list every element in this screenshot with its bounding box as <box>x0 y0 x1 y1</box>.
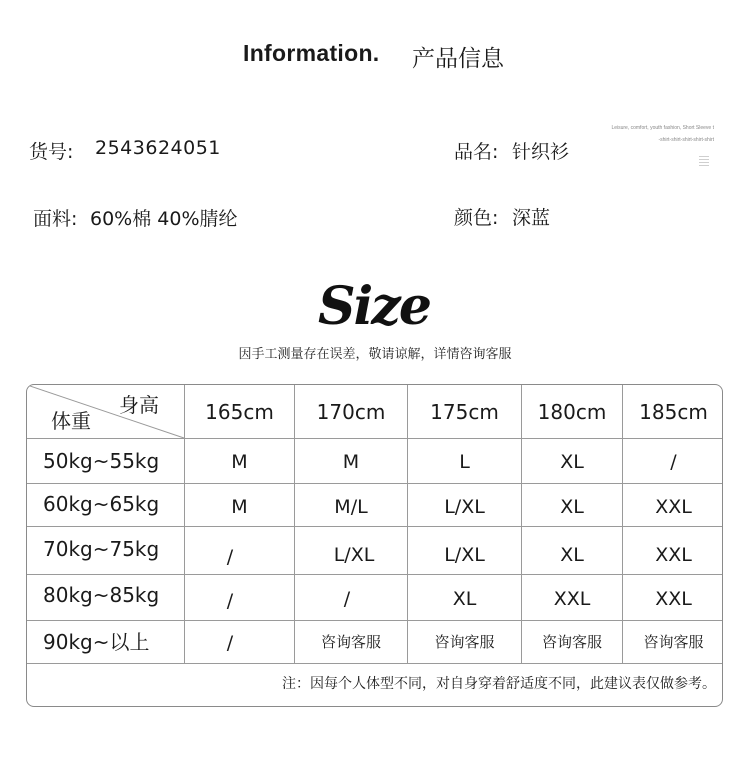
decor-line-1: Leisure, comfort, youth fashion, Short Sleeve t <box>611 125 714 131</box>
size-cell: M <box>342 451 360 473</box>
size-cell: / <box>343 588 351 610</box>
size-cell: / <box>670 451 677 473</box>
weight-row-label: 60kg~65kg <box>43 492 160 516</box>
item-no-value: 2543624051 <box>95 137 221 159</box>
weight-row-label: 80kg~85kg <box>43 583 160 607</box>
item-no-label: 货号: <box>29 141 74 163</box>
fabric-label: 面料: <box>33 208 78 230</box>
color-value: 深蓝 <box>512 207 551 229</box>
size-cell: 咨询客服 <box>643 632 704 651</box>
decor-line-2: -shirt-shirt-shirt-shirt-shirt <box>658 137 714 143</box>
size-cell: XXL <box>553 588 591 610</box>
size-table <box>26 384 723 707</box>
decor-lines-icon <box>699 156 709 168</box>
size-cell: 咨询客服 <box>320 632 381 651</box>
name-label: 品名: <box>454 141 499 163</box>
size-cell: M <box>231 451 248 473</box>
size-cell: 咨询客服 <box>434 632 495 651</box>
decor-text <box>596 122 714 146</box>
height-col-170: 170cm <box>316 399 386 424</box>
size-cell: XXL <box>655 588 692 610</box>
size-cell: XL <box>560 544 584 566</box>
fabric-value: 60%棉 40%腈纶 <box>90 208 238 230</box>
size-cell: 咨询客服 <box>541 632 602 651</box>
size-cell: / <box>226 632 234 654</box>
size-cell: XXL <box>655 544 692 566</box>
size-cell: M <box>231 496 248 518</box>
weight-row-label: 90kg~以上 <box>43 629 150 654</box>
name-value: 针织衫 <box>512 141 570 163</box>
height-col-165: 165cm <box>205 399 274 424</box>
size-cell: M/L <box>334 496 368 518</box>
size-title: Size <box>318 276 430 337</box>
size-cell: / <box>226 590 234 612</box>
size-cell: L <box>459 451 470 473</box>
header-title-zh: 产品信息 <box>412 46 504 72</box>
size-cell: L/XL <box>444 496 485 518</box>
weight-row-label: 70kg~75kg <box>43 537 160 561</box>
height-col-185: 185cm <box>639 399 708 424</box>
height-col-175: 175cm <box>430 399 499 424</box>
color-label: 颜色: <box>454 207 499 229</box>
weight-row-label: 50kg~55kg <box>43 449 160 473</box>
corner-height-label: 身高 <box>119 393 159 417</box>
size-cell: / <box>226 546 234 568</box>
size-cell: L/XL <box>444 544 485 566</box>
height-col-180: 180cm <box>537 399 607 424</box>
size-cell: XL <box>452 588 477 610</box>
size-subtitle: 因手工测量存在误差，敬请谅解，详情咨询客服 <box>238 347 512 362</box>
size-cell: XXL <box>655 496 692 518</box>
size-cell: L/XL <box>333 544 375 566</box>
table-note: 注：因每个人体型不同，对自身穿着舒适度不同，此建议表仅做参考。 <box>282 676 716 692</box>
header-title-en: Information. <box>243 40 380 66</box>
size-cell: XL <box>560 451 584 473</box>
corner-weight-label: 体重 <box>51 409 91 433</box>
size-cell: XL <box>560 496 584 518</box>
